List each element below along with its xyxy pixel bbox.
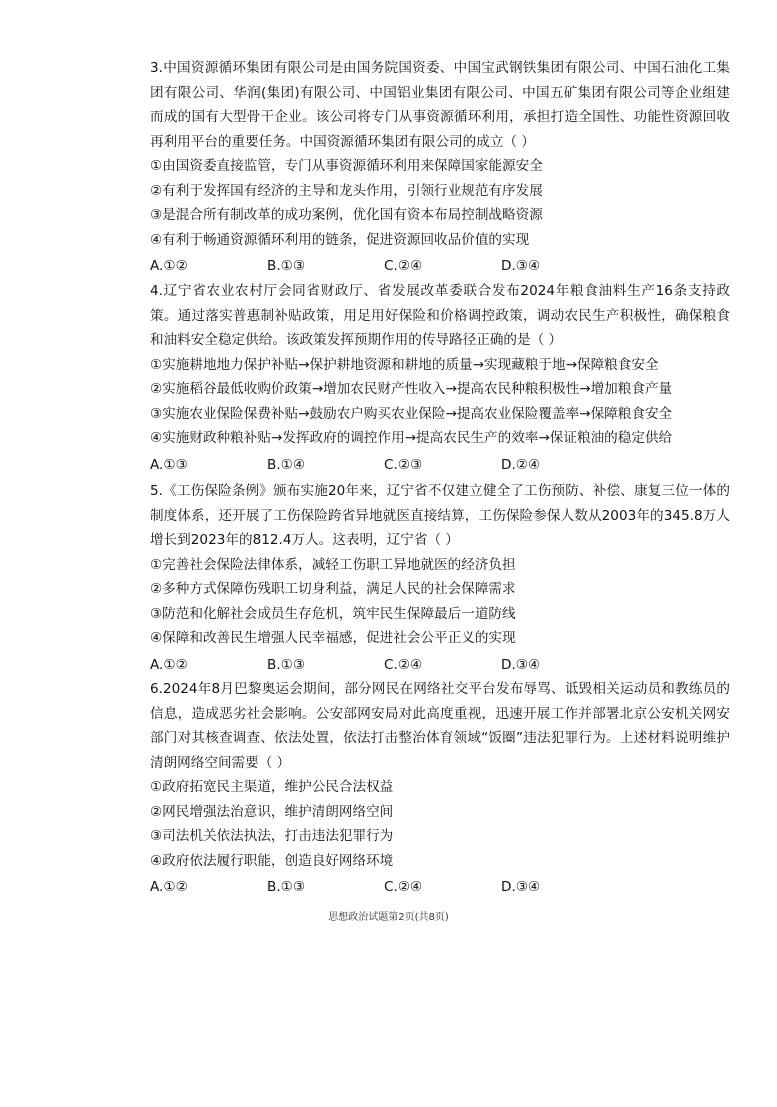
option-4: ④有利于畅通资源循环利用的链条，促进资源回收品价值的实现 bbox=[150, 231, 530, 248]
choice-a: A.①② bbox=[150, 879, 188, 895]
option-1: ①由国资委直接监管，专门从事资源循环利用来保障国家能源安全 bbox=[150, 158, 543, 174]
question-stem: 6.2024年8月巴黎奥运会期间，部分网民在网络社交平台发布辱骂、诋毁相关运动员和教练员的信息，造成恶劣社会影响。公安部网安局对此高度重视，迅速开展工作并部署北京公安机关网安部门对其核查调查、依法处置，依法打击整治体育领域“饭圈”违法犯罪行为。上述材料说明维护清朗网络空间需要（ ） bbox=[150, 681, 730, 771]
question-3 bbox=[150, 56, 730, 279]
page-footer: 思想政治试题第2页(共8页) bbox=[328, 912, 449, 923]
choice-c: C.②④ bbox=[384, 656, 423, 673]
choice-a: A.①② bbox=[150, 258, 188, 274]
option-1: ①政府拓宽民主渠道，维护公民合法权益 bbox=[150, 779, 394, 795]
option-3: ③实施农业保险保费补贴→鼓励农户购买农业保险→提高农业保险覆盖率→保障粮食安全 bbox=[150, 405, 673, 422]
answer-choices bbox=[150, 453, 730, 478]
question-stem: 3.中国资源循环集团有限公司是由国务院国资委、中国宝武钢铁集团有限公司、中国石油化工集团有限公司、华润(集团)有限公司、中国铝业集团有限公司、中国五矿集团有限公司等企业组建而成的国有大型骨干企业。该公司将专门从事资源循环利用，承担打造全国性、功能性资源回收再利用平台的重要任务。中国资源循环集团有限公司的成立（ ） bbox=[150, 60, 730, 150]
option-3: ③防范和化解社会成员生存危机，筑牢民生保障最后一道防线 bbox=[150, 605, 516, 622]
option-2: ②多种方式保障伤残职工切身利益，满足人民的社会保障需求 bbox=[150, 581, 516, 597]
choice-a: A.①③ bbox=[150, 456, 188, 473]
option-2: ②有利于发挥国有经济的主导和龙头作用，引领行业规范有序发展 bbox=[150, 182, 543, 199]
choice-c: C.②③ bbox=[384, 456, 423, 473]
answer-choices bbox=[150, 653, 730, 678]
choice-a: A.①② bbox=[150, 656, 188, 673]
answer-choices bbox=[150, 875, 730, 900]
choice-c: C.②④ bbox=[384, 258, 423, 274]
choice-d: D.②④ bbox=[501, 456, 541, 473]
question-6 bbox=[150, 677, 730, 900]
choice-c: C.②④ bbox=[384, 879, 423, 895]
question-4 bbox=[150, 279, 730, 477]
choice-b: B.①③ bbox=[267, 879, 306, 895]
option-2: ②实施稻谷最低收购价政策→增加农民财产性收入→提高农民种粮积极性→增加粮食产量 bbox=[150, 381, 673, 397]
choice-b: B.①③ bbox=[267, 656, 306, 673]
choice-b: B.①④ bbox=[267, 456, 306, 473]
choice-d: D.③④ bbox=[501, 879, 541, 895]
option-3: ③是混合所有制改革的成功案例，优化国有资本布局控制战略资源 bbox=[150, 207, 543, 223]
option-1: ①完善社会保险法律体系，减轻工伤职工异地就医的经济负担 bbox=[150, 556, 516, 573]
choice-b: B.①③ bbox=[267, 258, 306, 274]
option-4: ④实施财政种粮补贴→发挥政府的调控作用→提高农民生产的效率→保证粮油的稳定供给 bbox=[150, 430, 673, 446]
choice-d: D.③④ bbox=[501, 656, 541, 673]
question-stem: 4.辽宁省农业农村厅会同省财政厅、省发展改革委联合发布2024年粮食油料生产16条支持政策。通过落实普惠制补贴政策，用足用好保险和价格调控政策，调动农民生产积极性，确保粮食和油料安全稳定供给。该政策发挥预期作用的传导路径正确的是（ ） bbox=[150, 283, 730, 348]
option-4: ④政府依法履行职能，创造良好网络环境 bbox=[150, 852, 394, 869]
question-5 bbox=[150, 479, 730, 677]
option-4: ④保障和改善民生增强人民幸福感，促进社会公平正义的实现 bbox=[150, 630, 516, 646]
choice-d: D.③④ bbox=[501, 258, 541, 274]
question-stem: 5.《工伤保险条例》颁布实施20年来，辽宁省不仅建立健全了工伤预防、补偿、康复三位一体的制度体系，还开展了工伤保险跨省异地就医直接结算，工伤保险参保人数从2003年的345.8万人增长到2023年的812.4万人。这表明，辽宁省（ ） bbox=[150, 483, 730, 548]
option-1: ①实施耕地地力保护补贴→保护耕地资源和耕地的质量→实现藏粮于地→保障粮食安全 bbox=[150, 356, 659, 373]
option-3: ③司法机关依法执法，打击违法犯罪行为 bbox=[150, 828, 394, 844]
answer-choices bbox=[150, 254, 730, 279]
option-2: ②网民增强法治意识，维护清朗网络空间 bbox=[150, 803, 394, 820]
